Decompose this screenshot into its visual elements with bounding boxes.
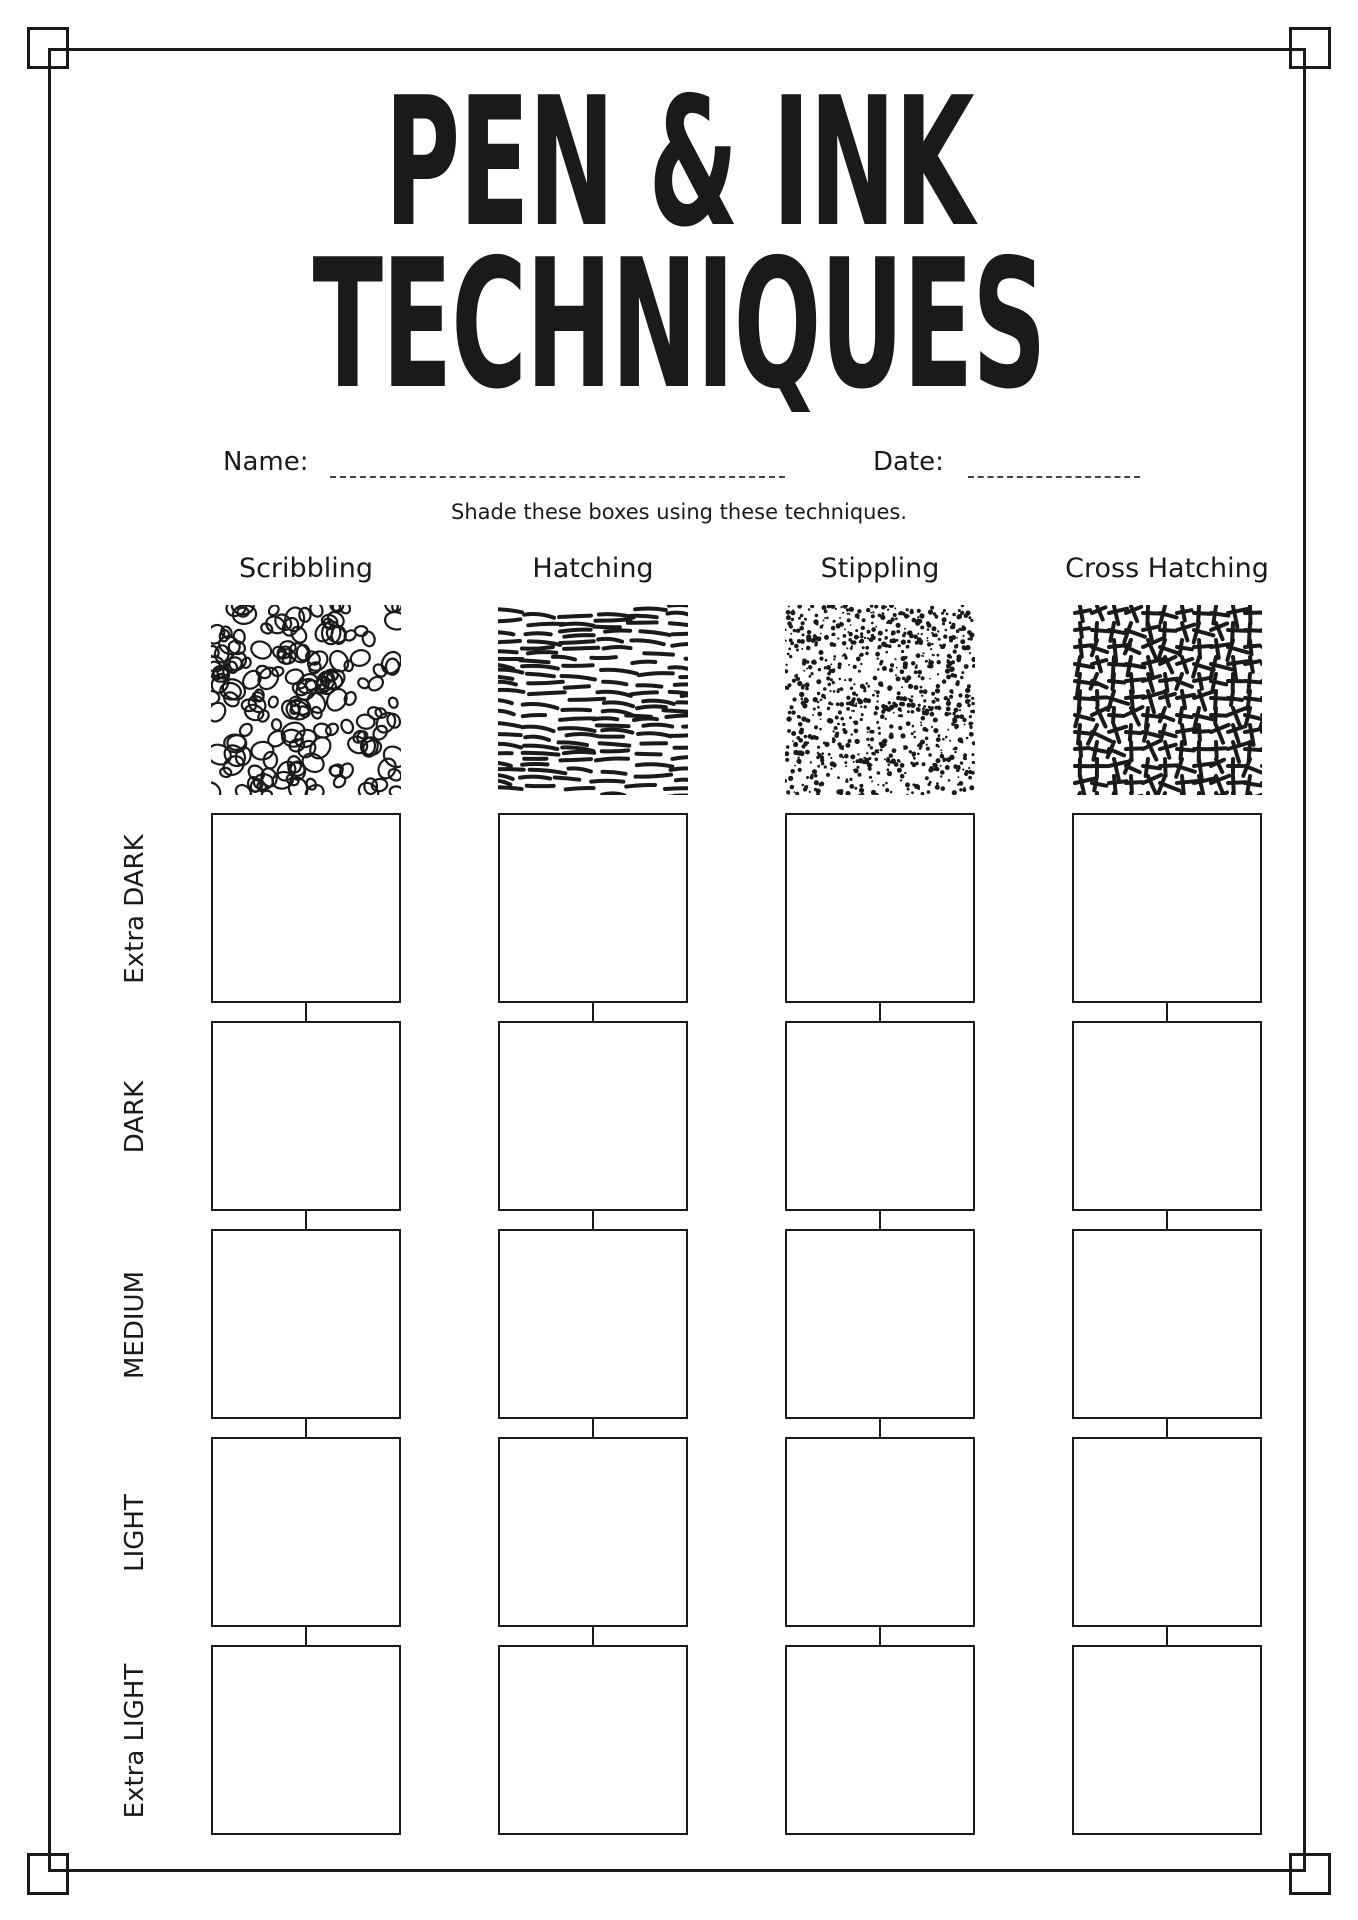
box-connector: [1166, 1003, 1168, 1021]
name-field[interactable]: [330, 476, 785, 478]
date-field[interactable]: [968, 476, 1140, 478]
shade-box-hatching-extra-light[interactable]: [498, 1645, 688, 1835]
stippling-texture: [785, 605, 975, 795]
shade-box-cross-hatching-medium[interactable]: [1072, 1229, 1262, 1419]
box-connector: [1166, 1419, 1168, 1437]
row-label-dark: DARK: [120, 1080, 150, 1154]
shade-box-stippling-extra-dark[interactable]: [785, 813, 975, 1003]
row-label-extra-dark: Extra DARK: [120, 834, 150, 984]
cross-hatching-texture: [1072, 605, 1262, 795]
column-header-cross-hatching: Cross Hatching: [1065, 553, 1269, 584]
page-title-line-1: PEN & INK: [384, 59, 974, 266]
row-label-medium: MEDIUM: [120, 1271, 150, 1380]
box-connector: [305, 1003, 307, 1021]
hatching-sample-image: [498, 605, 688, 795]
corner-ornament-top-left: [27, 27, 69, 69]
box-connector: [879, 1211, 881, 1229]
row-label-extra-light: Extra LIGHT: [120, 1663, 150, 1819]
box-connector: [1166, 1627, 1168, 1645]
shade-box-hatching-light[interactable]: [498, 1437, 688, 1627]
shade-box-scribbling-dark[interactable]: [211, 1021, 401, 1211]
name-label: Name:: [223, 447, 309, 477]
hatching-texture: [498, 605, 688, 795]
shade-box-hatching-dark[interactable]: [498, 1021, 688, 1211]
shade-box-scribbling-medium[interactable]: [211, 1229, 401, 1419]
shade-box-scribbling-light[interactable]: [211, 1437, 401, 1627]
box-connector: [879, 1003, 881, 1021]
stippling-sample-image: [785, 605, 975, 795]
column-header-scribbling: Scribbling: [238, 553, 374, 584]
box-connector: [879, 1627, 881, 1645]
shade-box-cross-hatching-extra-dark[interactable]: [1072, 813, 1262, 1003]
corner-ornament-bottom-right: [1289, 1853, 1331, 1895]
shade-box-hatching-medium[interactable]: [498, 1229, 688, 1419]
shade-box-stippling-medium[interactable]: [785, 1229, 975, 1419]
row-label-light: LIGHT: [120, 1494, 150, 1572]
shade-box-stippling-dark[interactable]: [785, 1021, 975, 1211]
box-connector: [592, 1419, 594, 1437]
box-connector: [305, 1211, 307, 1229]
shade-box-stippling-extra-light[interactable]: [785, 1645, 975, 1835]
date-label: Date:: [873, 447, 944, 477]
box-connector: [592, 1627, 594, 1645]
column-header-hatching: Hatching: [532, 553, 654, 584]
scribbling-texture: [211, 605, 401, 795]
box-connector: [879, 1419, 881, 1437]
page-title-line-2: TECHNIQUES: [312, 221, 1046, 428]
box-connector: [305, 1627, 307, 1645]
shade-box-cross-hatching-dark[interactable]: [1072, 1021, 1262, 1211]
box-connector: [592, 1211, 594, 1229]
corner-ornament-top-right: [1289, 27, 1331, 69]
scribbling-sample-image: [211, 605, 401, 795]
box-connector: [592, 1003, 594, 1021]
shade-box-scribbling-extra-light[interactable]: [211, 1645, 401, 1835]
box-connector: [305, 1419, 307, 1437]
corner-ornament-bottom-left: [27, 1853, 69, 1895]
shade-box-cross-hatching-extra-light[interactable]: [1072, 1645, 1262, 1835]
shade-box-hatching-extra-dark[interactable]: [498, 813, 688, 1003]
box-connector: [1166, 1211, 1168, 1229]
shade-box-cross-hatching-light[interactable]: [1072, 1437, 1262, 1627]
shade-box-scribbling-extra-dark[interactable]: [211, 813, 401, 1003]
column-header-stippling: Stippling: [820, 553, 940, 584]
cross-hatching-sample-image: [1072, 605, 1262, 795]
instruction-text: Shade these boxes using these techniques.: [450, 500, 907, 524]
shade-box-stippling-light[interactable]: [785, 1437, 975, 1627]
